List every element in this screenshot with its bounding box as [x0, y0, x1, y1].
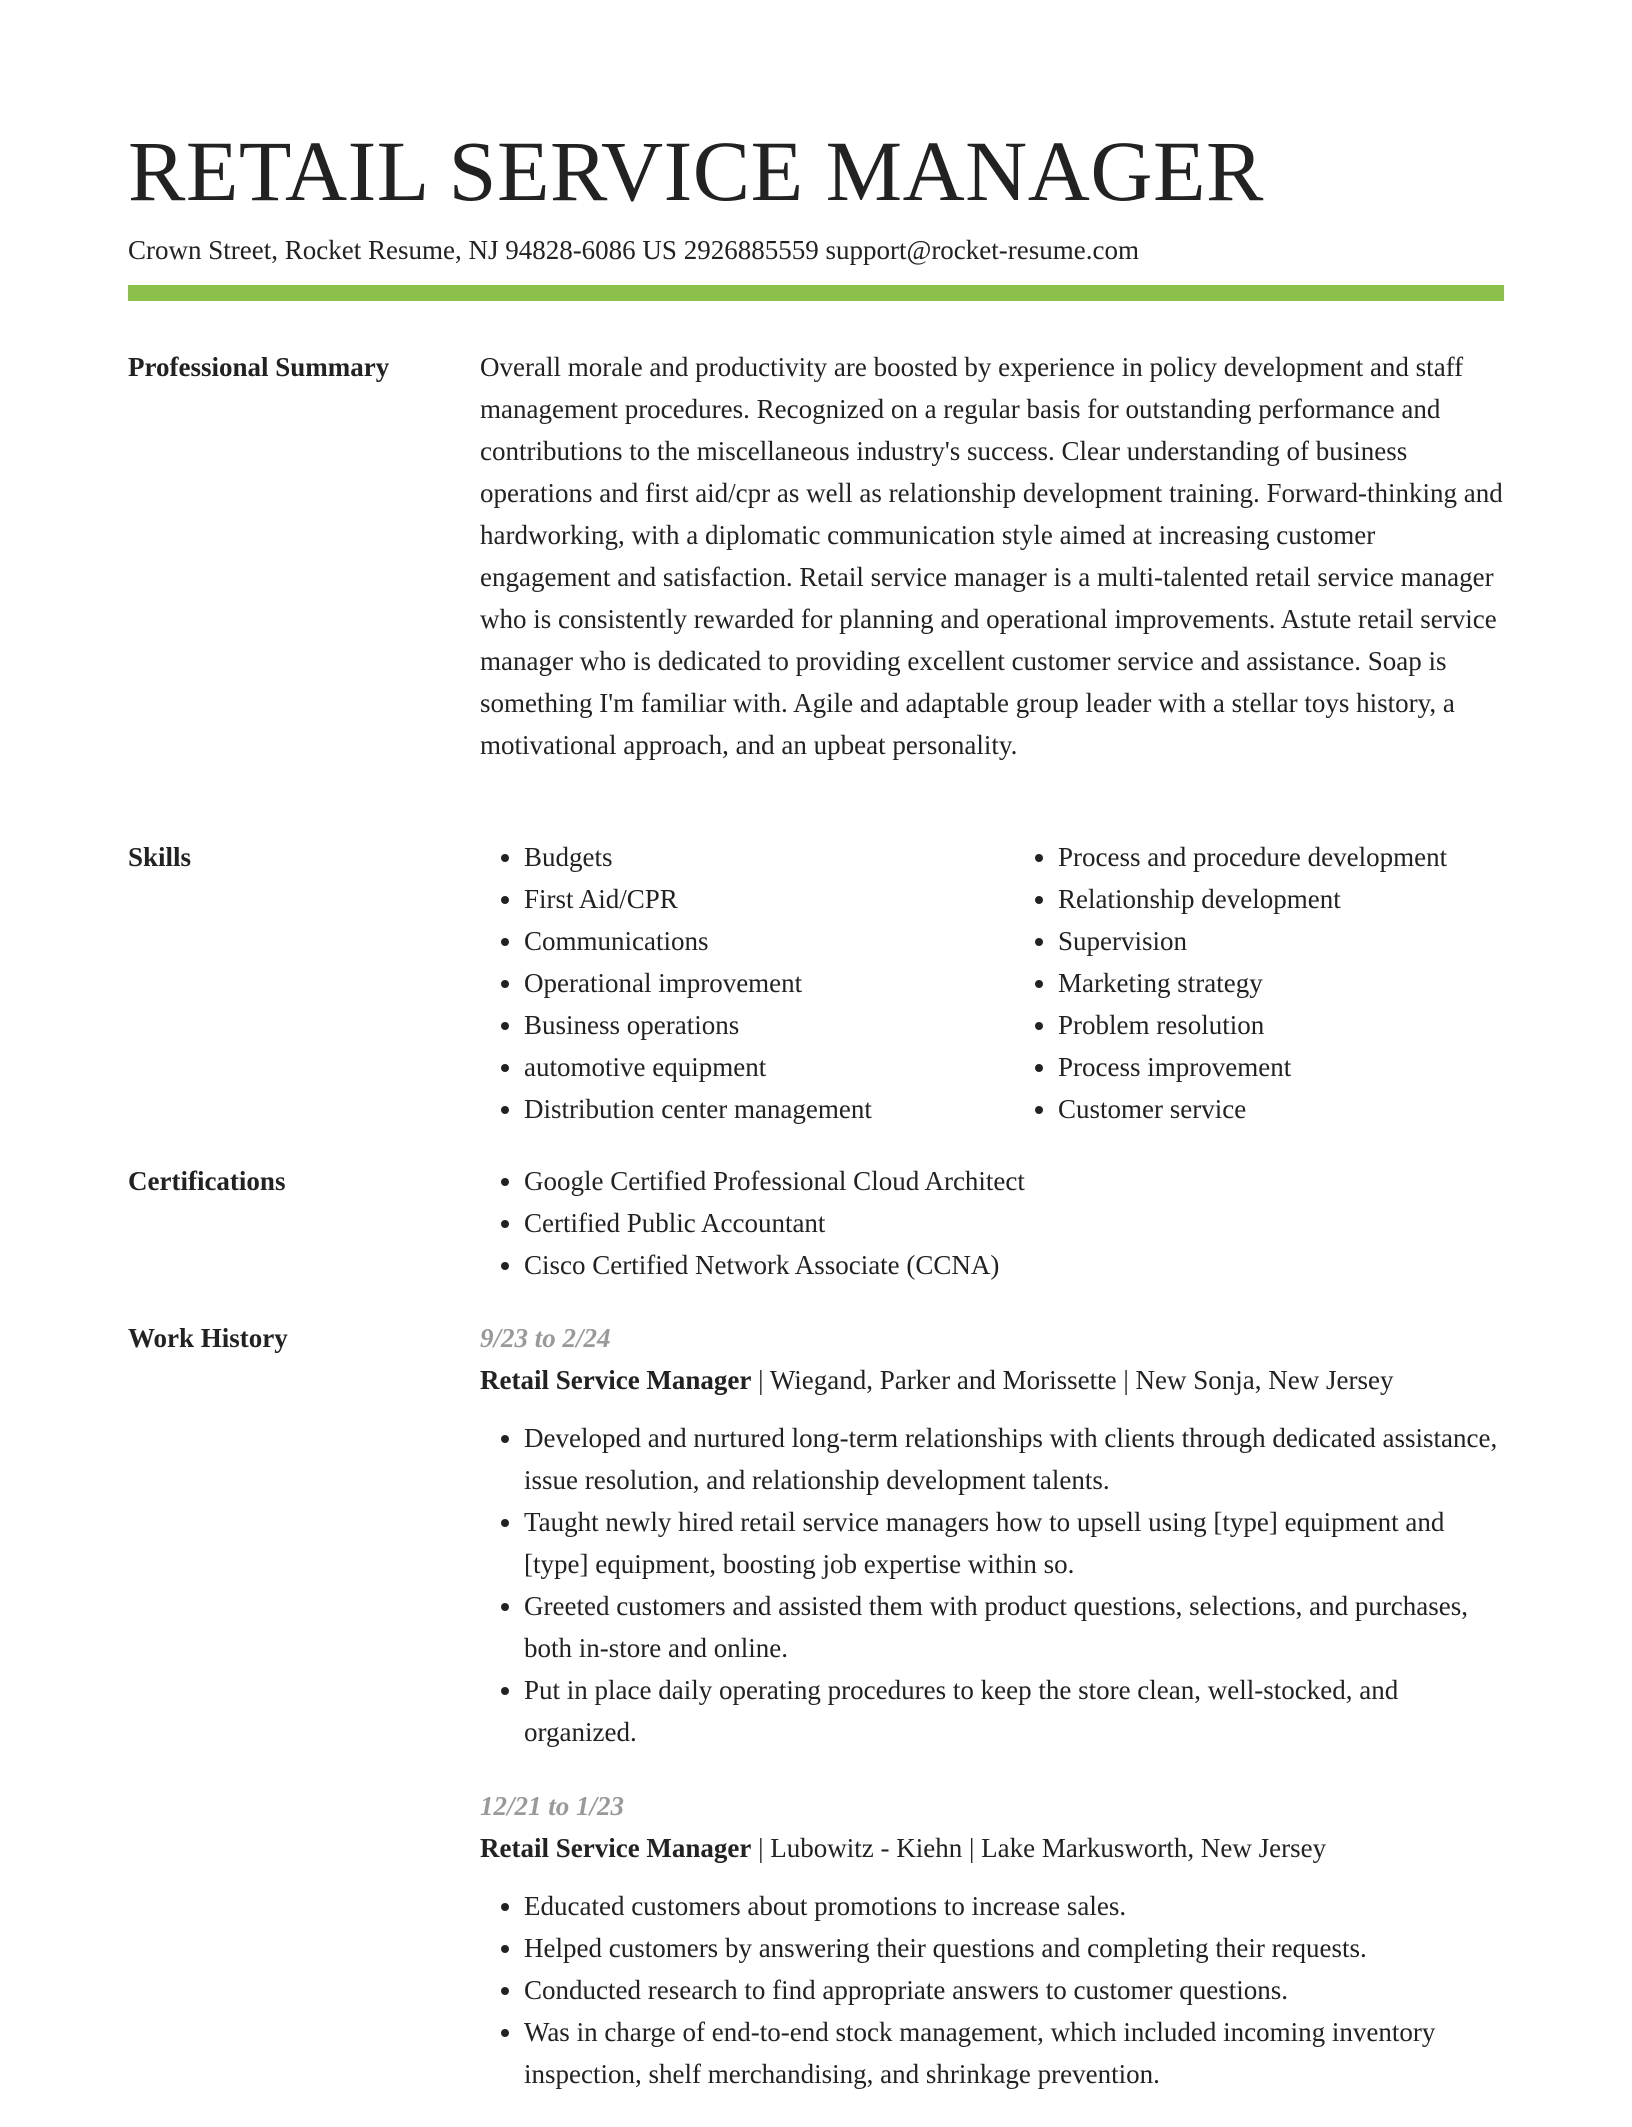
skill-item: • First Aid/CPR: [524, 878, 970, 920]
work-history-heading: Work History: [128, 1323, 288, 1353]
job-bullet: • Developed and nurtured long-term relationships with clients through dedicated assistance, issue resolution, and relationship development talents.: [524, 1417, 1504, 1501]
certification-item: • Certified Public Accountant: [524, 1202, 1504, 1244]
work-history-body: [480, 1317, 1504, 2127]
skill-item: • Budgets: [524, 836, 970, 878]
job-employer-location: | Wiegand, Parker and Morissette | New Sonja, New Jersey: [751, 1365, 1394, 1395]
job-bullets: [480, 1417, 1504, 1753]
job-heading: [480, 1827, 1504, 1869]
resume-name: RETAIL SERVICE MANAGER: [128, 123, 1264, 219]
certification-item: • Cisco Certified Network Associate (CCNA): [524, 1244, 1504, 1286]
skill-item: • Customer service: [1058, 1088, 1504, 1130]
summary-body: [480, 346, 1504, 766]
certifications-body: [480, 1160, 1504, 1286]
job-dates: 12/21 to 1/23: [480, 1791, 625, 1821]
job-bullet: • Greeted customers and assisted them with product questions, selections, and purchases, both in-store and online.: [524, 1585, 1504, 1669]
skill-item: • Operational improvement: [524, 962, 970, 1004]
job-bullet: • Helped customers by answering their questions and completing their requests.: [524, 1927, 1504, 1969]
job-bullet: • Conducted research to find appropriate answers to customer questions.: [524, 1969, 1504, 2011]
skill-item: • Relationship development: [1058, 878, 1504, 920]
skills-heading: Skills: [128, 842, 192, 872]
skill-item: • Distribution center management: [524, 1088, 970, 1130]
certification-item: • Google Certified Professional Cloud Architect: [524, 1160, 1504, 1202]
skill-item: • Marketing strategy: [1058, 962, 1504, 1004]
summary-heading: Professional Summary: [128, 352, 390, 382]
skills-list-left: [480, 836, 970, 1130]
certifications-heading: Certifications: [128, 1166, 286, 1196]
contact-info: Crown Street, Rocket Resume, NJ 94828-6086 US 2926885559 support@rocket-resume.com: [128, 235, 1139, 265]
job-bullet: • Put in place daily operating procedures to keep the store clean, well-stocked, and organized.: [524, 1669, 1504, 1753]
certifications-list: [480, 1160, 1504, 1286]
summary-text: Overall morale and productivity are boosted by experience in policy development and staff management procedures. Recognized on a regular basis for outstanding performance and contributions to the miscellaneous industry's success. Clear understanding of business operations and first aid/cpr as well as relationship development training. Forward-thinking and hardworking, with a diplomatic communication style aimed at increasing customer engagement and satisfaction. Retail service manager is a multi-talented retail service manager who is consistently rewarded for planning and operational improvements. Astute retail service manager who is dedicated to providing excellent customer service and assistance. Soap is something I'm familiar with. Agile and adaptable group leader with a stellar toys history, a motivational approach, and an upbeat personality.: [480, 352, 1503, 760]
skill-item: • automotive equipment: [524, 1046, 970, 1088]
job-entry: [480, 1785, 1504, 2095]
job-bullet: • Taught newly hired retail service managers how to upsell using [type] equipment and [type] equipment, boosting job expertise within so.: [524, 1501, 1504, 1585]
skill-item: • Process improvement: [1058, 1046, 1504, 1088]
job-heading: [480, 1359, 1504, 1401]
job-employer-location: | Lubowitz - Kiehn | Lake Markusworth, New Jersey: [751, 1833, 1327, 1863]
skills-list-right: [1014, 836, 1504, 1130]
skill-item: • Communications: [524, 920, 970, 962]
job-title: Retail Service Manager: [480, 1833, 752, 1863]
skill-item: • Supervision: [1058, 920, 1504, 962]
skill-item: • Business operations: [524, 1004, 970, 1046]
job-title: Retail Service Manager: [480, 1365, 752, 1395]
job-bullets: [480, 1885, 1504, 2095]
skill-item: • Process and procedure development: [1058, 836, 1504, 878]
job-bullet: • Educated customers about promotions to increase sales.: [524, 1885, 1504, 1927]
job-bullet: • Was in charge of end-to-end stock management, which included incoming inventory inspection, shelf merchandising, and shrinkage prevention.: [524, 2011, 1504, 2095]
accent-divider: [128, 285, 1504, 301]
skill-item: • Problem resolution: [1058, 1004, 1504, 1046]
job-entry: [480, 1317, 1504, 1753]
job-dates: 9/23 to 2/24: [480, 1323, 611, 1353]
skills-body: [480, 836, 1504, 1130]
